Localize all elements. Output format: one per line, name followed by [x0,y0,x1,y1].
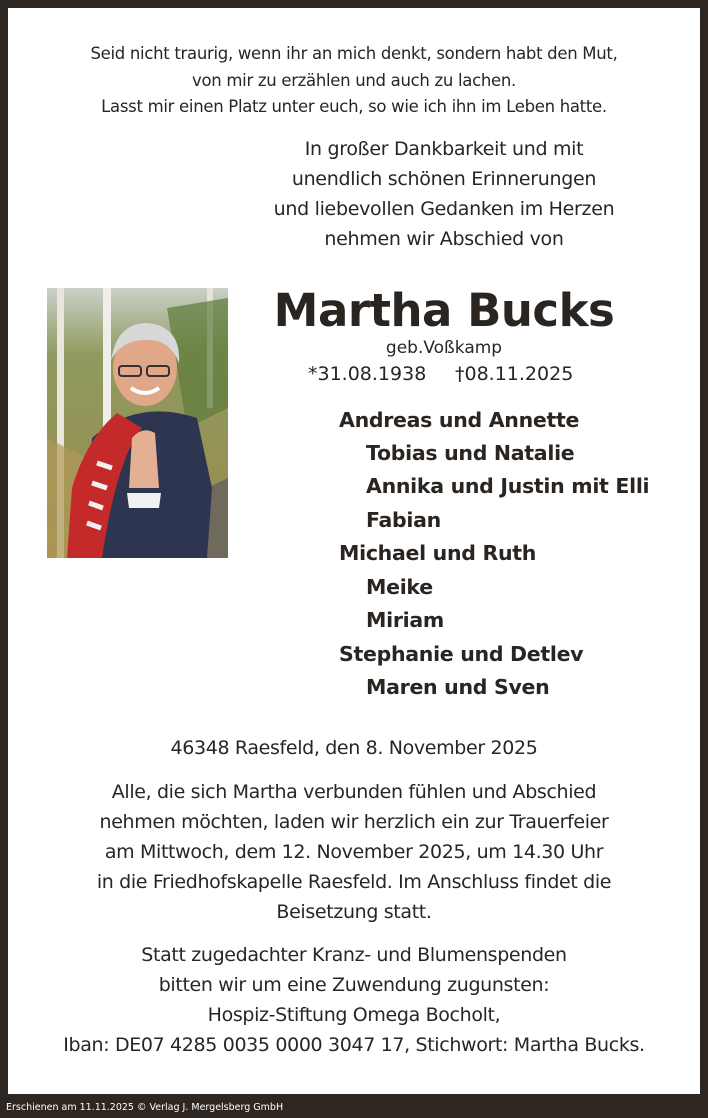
invitation-line: am Mittwoch, dem 12. November 2025, um 14.30 Uhr [104,841,604,863]
intro-line: und liebevollen Gedanken im Herzen [273,198,615,220]
intro-line: unendlich schönen Erinnerungen [291,168,597,190]
intro-line: nehmen wir Abschied von [324,228,564,250]
intro-line: In großer Dankbarkeit und mit [304,138,584,160]
family-member: Miriam [366,608,444,632]
family-member: Tobias und Natalie [366,441,575,465]
invitation-line: nehmen möchten, laden wir herzlich ein zur Trauerfeier [99,811,609,833]
donation-line: bitten wir um eine Zuwendung zugunsten: [158,974,550,996]
family-member: Fabian [366,508,441,532]
donation-line: Statt zugedachter Kranz- und Blumenspenden [141,944,567,966]
motto-line: Lasst mir einen Platz unter euch, so wie ich ihn im Leben hatte. [101,97,607,116]
publication-footer: Erschienen am 11.11.2025 © Verlag J. Mergelsberg GmbH [6,1102,284,1113]
invitation-line: Alle, die sich Martha verbunden fühlen und Abschied [111,781,597,803]
donation-line: Hospiz-Stiftung Omega Bocholt, [207,1004,501,1026]
maiden-name: geb.Voßkamp [385,338,503,358]
motto-line: von mir zu erzählen und auch zu lachen. [192,71,516,90]
death-date: †08.11.2025 [455,363,574,385]
family-member: Meike [366,575,433,599]
family-member: Michael und Ruth [339,541,537,565]
family-member: Annika und Justin mit Elli [366,474,650,498]
family-member: Maren und Sven [366,675,550,699]
deceased-name: Martha Bucks [273,284,615,337]
invitation-line: Beisetzung statt. [276,901,432,923]
birth-date: *31.08.1938 [308,363,427,385]
motto-line: Seid nicht traurig, wenn ihr an mich denkt, sondern habt den Mut, [90,44,618,63]
donation-line: Iban: DE07 4285 0035 0000 3047 17, Stichwort: Martha Bucks. [63,1034,645,1056]
family-member: Stephanie und Detlev [339,642,584,666]
place-date: 46348 Raesfeld, den 8. November 2025 [170,737,538,759]
family-member: Andreas und Annette [339,408,580,432]
invitation-line: in die Friedhofskapelle Raesfeld. Im Anschluss findet die [96,871,612,893]
